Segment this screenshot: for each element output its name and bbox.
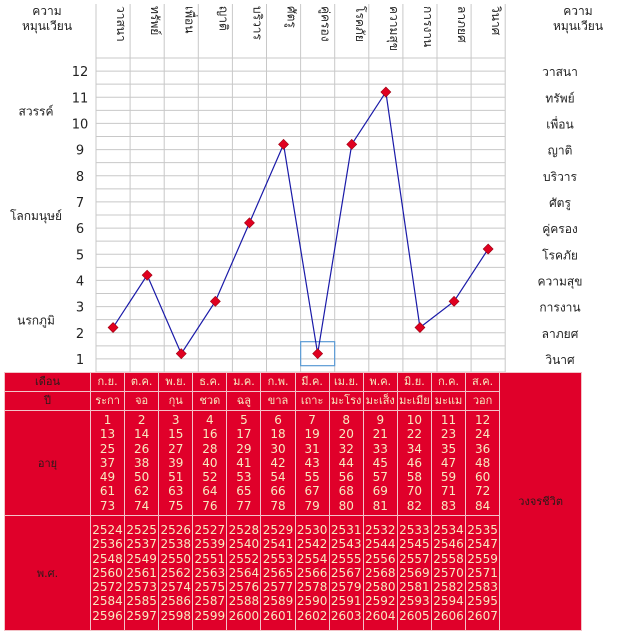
data-point	[449, 296, 459, 306]
right-label-cell: วงจรชีวิต	[500, 373, 582, 631]
data-point	[415, 323, 425, 333]
be-cell: 2532 2544 2556 2568 2580 2592 2604	[363, 516, 397, 631]
month-cell: ก.ย.	[91, 373, 125, 392]
y-tick-label: 4	[75, 274, 85, 290]
month-cell: ก.ค.	[431, 373, 465, 392]
be-cell: 2533 2545 2557 2569 2581 2593 2605	[397, 516, 431, 631]
y-tick-label: 3	[75, 300, 85, 316]
month-cell: ต.ค.	[125, 373, 159, 392]
data-point	[381, 87, 391, 97]
x-tick-label: ศัตรู	[284, 6, 299, 28]
y-tick-label: 9	[75, 143, 85, 159]
year-cell: มะเมีย	[397, 392, 431, 411]
be-cell: 2527 2539 2551 2563 2575 2587 2599	[193, 516, 227, 631]
life-cycle-table	[4, 372, 582, 631]
be-cell: 2531 2543 2555 2567 2579 2591 2603	[329, 516, 363, 631]
right-row-label: วาสนา	[542, 65, 578, 80]
month-cell: เม.ย.	[329, 373, 363, 392]
age-cell: 2 14 26 38 50 62 74	[125, 411, 159, 516]
right-row-label: ญาติ	[547, 143, 573, 158]
left-header-label: หมุนเวียน	[21, 19, 73, 33]
y-tick-label: 11	[71, 91, 89, 107]
month-cell: พ.ค.	[363, 373, 397, 392]
year-cell: มะเส็ง	[363, 392, 397, 411]
year-cell: มะแม	[431, 392, 465, 411]
age-cell: 3 15 27 39 51 63 75	[159, 411, 193, 516]
x-tick-label: คู่ครอง	[318, 6, 333, 42]
zone-label: โลกมนุษย์	[9, 209, 63, 223]
x-tick-label: วินาศ	[489, 6, 504, 36]
y-tick-label: 2	[75, 326, 85, 342]
age-cell: 6 18 30 42 54 66 78	[261, 411, 295, 516]
age-cell: 11 23 35 47 59 71 83	[431, 411, 465, 516]
year-cell: จอ	[125, 392, 159, 411]
right-row-label: คู่ครอง	[542, 222, 578, 237]
y-tick-label: 7	[75, 195, 85, 211]
zone-label: นรกภูมิ	[17, 313, 55, 328]
year-cell: ระกา	[91, 392, 125, 411]
age-row-label: อายุ	[5, 411, 91, 516]
y-tick-label: 6	[75, 222, 85, 238]
be-cell: 2526 2538 2550 2562 2574 2586 2598	[159, 516, 193, 631]
month-row-label: เดือน	[5, 373, 91, 392]
be-cell: 2525 2537 2549 2561 2573 2585 2597	[125, 516, 159, 631]
y-tick-label: 12	[71, 65, 89, 81]
data-point	[142, 270, 152, 280]
right-row-label: ทรัพย์	[545, 91, 575, 106]
y-tick-label: 8	[75, 169, 85, 185]
age-cell: 5 17 29 41 53 65 77	[227, 411, 261, 516]
be-cell: 2535 2547 2559 2571 2583 2595 2607	[466, 516, 500, 631]
data-point	[313, 349, 323, 359]
month-cell: พ.ย.	[159, 373, 193, 392]
year-cell: เถาะ	[295, 392, 329, 411]
data-point	[244, 218, 254, 228]
age-cell: 7 19 31 43 55 67 79	[295, 411, 329, 516]
y-tick-label: 10	[71, 117, 89, 133]
right-row-label: การงาน	[539, 300, 581, 315]
right-row-label: ลาภยศ	[541, 326, 579, 341]
be-cell: 2530 2542 2554 2566 2578 2590 2602	[295, 516, 329, 631]
x-tick-label: ลาภยศ	[455, 6, 470, 43]
right-row-label: ศัตรู	[549, 195, 571, 210]
year-cell: ขาล	[261, 392, 295, 411]
x-tick-label: บริวาร	[250, 6, 265, 40]
age-cell: 4 16 28 40 52 64 76	[193, 411, 227, 516]
data-point	[176, 349, 186, 359]
x-tick-label: โรคภัย	[352, 6, 367, 42]
month-cell: มี.ค.	[295, 373, 329, 392]
age-cell: 12 24 36 48 60 72 84	[466, 411, 500, 516]
be-cell: 2534 2546 2558 2570 2582 2594 2606	[431, 516, 465, 631]
zone-label: สวรรค์	[18, 104, 54, 119]
left-header-label: ความ	[32, 4, 62, 18]
x-tick-label: วาสนา	[114, 6, 129, 42]
year-cell: มะโรง	[329, 392, 363, 411]
age-cell: 9 21 33 45 57 69 81	[363, 411, 397, 516]
right-row-label: ความสุข	[537, 274, 583, 289]
data-point	[347, 139, 357, 149]
data-point	[108, 323, 118, 333]
right-row-label: บริวาร	[543, 169, 577, 184]
x-tick-label: ทรัพย์	[148, 6, 163, 36]
age-cell: 8 20 32 44 56 68 80	[329, 411, 363, 516]
month-cell: มิ.ย.	[397, 373, 431, 392]
year-row-label: ปี	[5, 392, 91, 411]
right-header-label: ความ	[563, 4, 593, 18]
right-row-label: โรคภัย	[542, 248, 578, 263]
age-cell: 10 22 34 46 58 70 82	[397, 411, 431, 516]
be-row-label: พ.ศ.	[5, 516, 91, 631]
age-cell: 1 13 25 37 49 61 73	[91, 411, 125, 516]
data-point	[210, 296, 220, 306]
data-point	[483, 244, 493, 254]
x-tick-label: ญาติ	[216, 6, 231, 31]
year-cell: กุน	[159, 392, 193, 411]
right-header-label: หมุนเวียน	[552, 19, 604, 33]
be-cell: 2529 2541 2553 2565 2577 2589 2601	[261, 516, 295, 631]
x-tick-label: เพื่อน	[182, 6, 197, 34]
be-cell: 2528 2540 2552 2564 2576 2588 2600	[227, 516, 261, 631]
right-row-label: วินาศ	[545, 352, 575, 367]
month-cell: ม.ค.	[227, 373, 261, 392]
x-tick-label: การงาน	[420, 6, 435, 48]
right-row-label: เพื่อน	[546, 117, 574, 132]
data-point	[279, 139, 289, 149]
month-cell: ส.ค.	[466, 373, 500, 392]
x-tick-label: ความสุข	[386, 6, 401, 51]
month-cell: ก.พ.	[261, 373, 295, 392]
year-cell: วอก	[466, 392, 500, 411]
year-cell: ฉลู	[227, 392, 261, 411]
y-tick-label: 5	[75, 248, 85, 264]
be-cell: 2524 2536 2548 2560 2572 2584 2596	[91, 516, 125, 631]
month-cell: ธ.ค.	[193, 373, 227, 392]
y-tick-label: 1	[75, 352, 85, 368]
year-cell: ชวด	[193, 392, 227, 411]
